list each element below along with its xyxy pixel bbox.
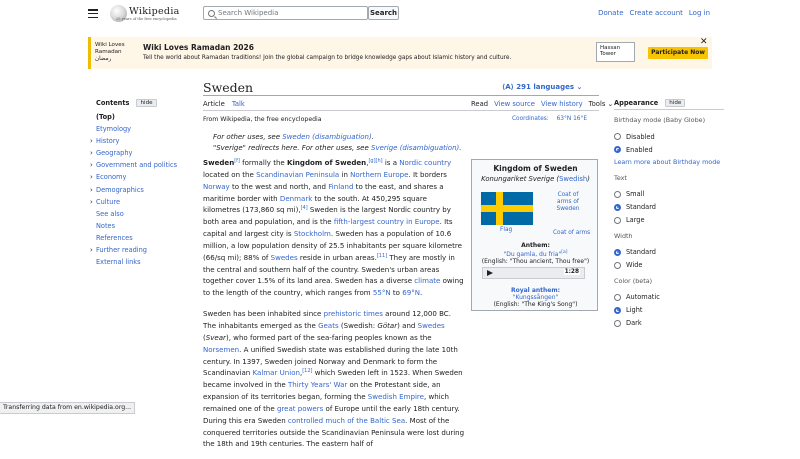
royal-anthem-english: (English: "The King's Song"): [493, 301, 578, 309]
color-options: [614, 291, 724, 330]
tab-view-source[interactable]: View source: [494, 100, 535, 108]
search-icon: [208, 10, 215, 17]
toc-item[interactable]: [90, 197, 196, 210]
toc-item[interactable]: [96, 222, 196, 234]
toc-item-label: See also: [96, 209, 124, 218]
banner-image: [95, 42, 137, 63]
anthem-english: (English: "Thou ancient, Thou free"): [481, 258, 590, 266]
radio-label: Standard: [626, 203, 656, 211]
article-link[interactable]: Norway: [203, 181, 230, 191]
article-link[interactable]: Denmark: [279, 193, 313, 203]
chevron-right-icon[interactable]: ›: [90, 137, 93, 146]
color-label: Color (beta): [614, 276, 653, 285]
coordinates-value[interactable]: 63°N 16°E: [556, 116, 588, 122]
radio-option[interactable]: [614, 291, 724, 304]
toc-item[interactable]: [96, 210, 196, 222]
radio-label: Enabled: [626, 145, 653, 154]
hatnote-link[interactable]: Sverige (disambiguation): [371, 144, 460, 152]
toc-item-label: External links: [96, 258, 141, 267]
article-link[interactable]: great powers: [276, 403, 324, 413]
language-link[interactable]: Swedish: [559, 175, 588, 183]
radio-button[interactable]: [614, 146, 621, 153]
article-text: . Its capital and largest city is: [203, 217, 453, 239]
banner-text: Tell the world about Ramadan traditions! Join the global campaign to bridge knowledge gaps about Islamic history and culture.: [143, 55, 512, 61]
text-size-label: Text: [614, 173, 627, 182]
radio-option[interactable]: [614, 214, 724, 227]
article-text: Götar: [377, 320, 398, 330]
radio-label: Small: [626, 190, 645, 198]
toc-item-label: Government and politics: [96, 161, 178, 170]
radio-button[interactable]: [614, 307, 621, 314]
width-label: Width: [614, 231, 633, 240]
tab-read[interactable]: Read: [471, 100, 488, 111]
article-text: Svear: [205, 332, 226, 342]
toc-item[interactable]: [96, 125, 196, 137]
article-text: . Sweden has a population of 10.6 million, a low population density of 25.5 inhabitants per square kilometre (66/sq mi); 88% of: [203, 229, 462, 262]
tab-talk[interactable]: Talk: [231, 100, 245, 108]
appearance-hide-button[interactable]: hide: [665, 99, 685, 107]
flag-of-sweden[interactable]: [481, 192, 533, 225]
toc-item[interactable]: [90, 149, 196, 161]
toc-item[interactable]: [90, 246, 196, 258]
toc-item[interactable]: [90, 173, 196, 185]
radio-option[interactable]: [614, 130, 724, 143]
article-text: . Most of the conquered territories outside the Scandinavian Peninsula were lost during the 18th and 19th centuries. The eastern half of: [203, 415, 465, 449]
article-text: to the east, and shares a maritime border with: [203, 181, 444, 203]
article-link[interactable]: fifth-largest country in Europe: [333, 217, 440, 227]
article-text: Sweden: [203, 158, 235, 167]
radio-button[interactable]: [614, 133, 621, 140]
wikipedia-wordmark[interactable]: Wikipedia: [129, 6, 180, 17]
chevron-down-icon: ⌄: [605, 100, 614, 108]
radio-button[interactable]: [614, 262, 621, 269]
toc-item[interactable]: [90, 185, 196, 198]
donate-link[interactable]: Donate: [598, 9, 624, 17]
radio-button[interactable]: [614, 294, 621, 301]
article-link[interactable]: Scandinavian Peninsula: [256, 169, 340, 179]
search-input[interactable]: [218, 8, 366, 18]
toc-item[interactable]: [96, 258, 196, 270]
search-box[interactable]: [203, 6, 368, 20]
article-link[interactable]: 55°N: [372, 288, 391, 298]
hatnote-suffix: .: [459, 144, 462, 152]
hatnote-link[interactable]: Sweden (disambiguation): [282, 133, 372, 141]
article-body: [203, 157, 465, 459]
coordinates[interactable]: [512, 116, 587, 122]
article-text: .: [420, 288, 423, 298]
article-text: reside in urban areas.: [297, 252, 377, 262]
anthem-footnote[interactable]: [a]: [561, 250, 568, 256]
article-text: (: [203, 332, 206, 342]
article-link[interactable]: Swedes: [270, 252, 298, 262]
radio-button[interactable]: [614, 320, 621, 327]
article-link[interactable]: prehistoric times: [323, 309, 383, 319]
radio-label: Automatic: [626, 293, 660, 301]
anthem-label: Anthem:: [521, 242, 550, 249]
radio-option[interactable]: [614, 304, 724, 317]
article-text: Sweden has been inhabited since: [203, 309, 324, 319]
participate-button[interactable]: Participate Now: [648, 47, 708, 59]
citation-link[interactable]: [12]: [302, 368, 313, 375]
article-link[interactable]: 69°N: [402, 288, 420, 298]
article-text: around 12,000 BC. The inhabitants emerged as the: [203, 309, 451, 330]
coat-of-arms-image[interactable]: Coat of arms of Sweden: [556, 192, 580, 212]
hatnote-text: "Sverige" redirects here. For other uses, see: [213, 144, 371, 152]
tabs-divider: [203, 110, 599, 111]
article-text: ,: [366, 158, 369, 167]
article-text: in: [339, 169, 351, 179]
title-divider: [203, 95, 599, 96]
infobox-subtitle: [472, 175, 599, 183]
hatnote-disambiguation: [213, 133, 374, 141]
article-link[interactable]: Thirty Years' War: [288, 380, 348, 390]
toc-item-label: (Top): [96, 113, 115, 121]
search-button[interactable]: Search: [368, 6, 399, 20]
hatnote-text: For other uses, see: [213, 133, 283, 141]
text-size-options: [614, 188, 724, 227]
learn-more-link[interactable]: Learn more about Birthday mode: [614, 158, 721, 166]
article-text: (Swedish:: [338, 320, 378, 330]
banner-image-subtext: رمضان: [95, 56, 112, 62]
article-text: . It borders: [408, 169, 447, 179]
toc-item[interactable]: [90, 161, 196, 173]
chevron-right-icon[interactable]: ›: [90, 246, 93, 255]
article-text: to: [390, 288, 403, 298]
infobox: [471, 159, 598, 311]
article-text: of Europe until the early 18th century. During this era Sweden: [203, 403, 460, 425]
infobox-title: Kingdom of Sweden: [493, 164, 578, 173]
toc-item-label: Demographics: [96, 185, 144, 194]
article-text: on the Protestant side, an expansion of its territories began, forming the: [203, 380, 441, 402]
main-menu-button[interactable]: [88, 9, 98, 18]
toc-hide-button[interactable]: hide: [136, 99, 156, 107]
article-link[interactable]: controlled much of the Baltic Sea: [287, 415, 406, 425]
campaign-banner: [88, 37, 712, 69]
citation-link[interactable]: [g][h]: [368, 158, 383, 164]
chevron-right-icon[interactable]: ›: [90, 173, 93, 182]
width-options: [614, 246, 724, 272]
close-icon[interactable]: ✕: [700, 37, 708, 47]
article-text: located on the: [203, 169, 257, 179]
radio-label: Standard: [626, 248, 656, 256]
radio-option[interactable]: [614, 201, 724, 214]
appearance-divider: [614, 109, 724, 110]
chevron-down-icon: ⌄: [574, 83, 583, 91]
article-link[interactable]: Nordic country: [399, 158, 452, 167]
toc-title: Contents: [96, 99, 130, 107]
birthday-options: [614, 130, 724, 156]
article-text: owing to the length of the country, which ranges from: [203, 276, 464, 298]
toc-list: [90, 113, 196, 270]
article-text: to the south. At 450,295 square kilometres (173,860 sq mi),: [203, 193, 427, 215]
article-text: They are mostly in the central and southern half of the country. Sweden's urban areas together cover 1.5% of its land area. Sweden has a diverse: [203, 252, 455, 286]
article-text: to the west and north, and: [229, 181, 329, 191]
toc-item[interactable]: [96, 113, 196, 125]
royal-anthem-label[interactable]: Royal anthem:: [510, 287, 561, 294]
article-link[interactable]: Norsemen: [203, 344, 240, 354]
chevron-right-icon[interactable]: ›: [90, 149, 93, 158]
article-text: . A unified Swedish state was established during the late 10th century. In 1397, Sweden joined Norway and Denmark to form the Scandinavian: [203, 344, 458, 378]
anthem-link[interactable]: "Du gamla, du fria": [503, 251, 562, 259]
article-text: Sweden is the largest Nordic country by both area and population, and is the: [203, 205, 451, 227]
article-link[interactable]: climate: [414, 276, 441, 286]
article-text: ), who formed part of the sea-faring peoples known as the: [225, 332, 432, 342]
appearance-panel: [614, 99, 724, 330]
article-link[interactable]: Swedes: [417, 320, 445, 330]
audio-duration: 1:28: [564, 269, 579, 275]
chevron-right-icon[interactable]: ›: [90, 197, 93, 206]
article-link[interactable]: Stockholm: [293, 229, 331, 239]
play-icon[interactable]: [487, 270, 493, 276]
radio-option[interactable]: [614, 246, 724, 259]
coordinates-label: Coordinates:: [512, 116, 549, 122]
radio-label: Light: [626, 306, 643, 314]
radio-label: Dark: [626, 319, 642, 327]
page-title: Sweden: [203, 80, 254, 95]
radio-label: Wide: [626, 261, 643, 269]
chevron-right-icon[interactable]: ›: [90, 161, 93, 170]
radio-button[interactable]: [614, 249, 621, 256]
citation-link[interactable]: [f]: [234, 158, 240, 164]
subtitle-suffix: ): [587, 175, 590, 183]
native-name: Konungariket Sverige (: [481, 175, 560, 183]
radio-option[interactable]: [614, 143, 724, 156]
tab-view-history[interactable]: View history: [540, 100, 583, 108]
toc-item[interactable]: [90, 137, 196, 149]
coat-of-arms-caption[interactable]: Coat of arms: [553, 230, 591, 236]
article-link[interactable]: Geats: [318, 320, 339, 330]
article-text: formally the: [239, 158, 288, 167]
royal-anthem-block: [472, 287, 599, 309]
article-text: ) and: [397, 320, 418, 330]
create-account-link[interactable]: Create account: [629, 9, 683, 17]
browser-status-bar: Transferring data from en.wikipedia.org...: [0, 402, 135, 414]
language-count: 291 languages: [516, 83, 575, 91]
radio-button[interactable]: [614, 204, 621, 211]
article-text: ,: [299, 368, 303, 378]
toc-item-label: Geography: [96, 149, 133, 158]
radio-option[interactable]: [614, 188, 724, 201]
article-text: Kingdom of Sweden: [287, 158, 367, 167]
tools-label: Tools: [588, 100, 606, 108]
citation-link[interactable]: [4]: [300, 205, 308, 212]
toc-item-label: Etymology: [96, 125, 132, 134]
article-link[interactable]: Kalmar Union: [252, 368, 300, 378]
hatnote-suffix: .: [371, 133, 374, 141]
chevron-right-icon[interactable]: ›: [90, 185, 93, 194]
article-text: is a: [382, 158, 400, 167]
flag-caption[interactable]: Flag: [500, 227, 513, 233]
history-paragraph: [203, 308, 465, 450]
radio-label: Disabled: [626, 132, 655, 141]
audio-player[interactable]: [482, 267, 585, 279]
anthem-block: [472, 242, 599, 266]
wikipedia-tagline: 25 years of the free encyclopedia: [116, 17, 177, 21]
banner-title: Wiki Loves Ramadan 2026: [143, 43, 254, 52]
radio-option[interactable]: [614, 259, 724, 272]
personal-tools: [598, 9, 710, 17]
log-in-link[interactable]: Log in: [688, 9, 710, 17]
toc-item[interactable]: [96, 234, 196, 246]
radio-button[interactable]: [614, 191, 621, 198]
banner-image-text: Wiki Loves Ramadan: [95, 42, 125, 55]
appearance-title: Appearance: [614, 99, 659, 107]
article-link[interactable]: Swedish Empire: [367, 392, 424, 402]
radio-option[interactable]: [614, 317, 724, 330]
article-link[interactable]: Northern Europe: [350, 169, 409, 179]
banner-location-label: Hassan Tower: [596, 42, 635, 62]
toc-item-label: Further reading: [96, 246, 147, 255]
radio-label: Large: [626, 216, 645, 224]
appearance-header: [614, 99, 724, 107]
article-text: which Sweden left in 1523. When Sweden became involved in the: [203, 368, 463, 390]
citation-link[interactable]: [11]: [376, 252, 388, 259]
toc-item-label: Culture: [96, 197, 121, 206]
birthday-mode-label: Birthday mode (Baby Globe): [614, 116, 706, 124]
table-of-contents: [90, 99, 196, 270]
site-subtitle: From Wikipedia, the free encyclopedia: [203, 116, 322, 123]
toc-item-label: Economy: [96, 173, 127, 182]
article-text: , which remained one of the: [203, 392, 450, 413]
article-link[interactable]: Finland: [328, 181, 354, 191]
hatnote-redirect: [213, 144, 462, 152]
language-icon: ⟨A⟩: [502, 83, 517, 91]
toc-header: [96, 99, 196, 107]
toc-item-label: History: [96, 137, 120, 146]
toc-item-label: Notes: [96, 221, 116, 230]
language-button[interactable]: [502, 83, 582, 91]
radio-button[interactable]: [614, 217, 621, 224]
royal-anthem-link[interactable]: "Kungssången": [512, 294, 559, 302]
lead-paragraph: [203, 157, 465, 299]
tab-article[interactable]: Article: [203, 100, 225, 111]
toc-item-label: References: [96, 233, 133, 242]
